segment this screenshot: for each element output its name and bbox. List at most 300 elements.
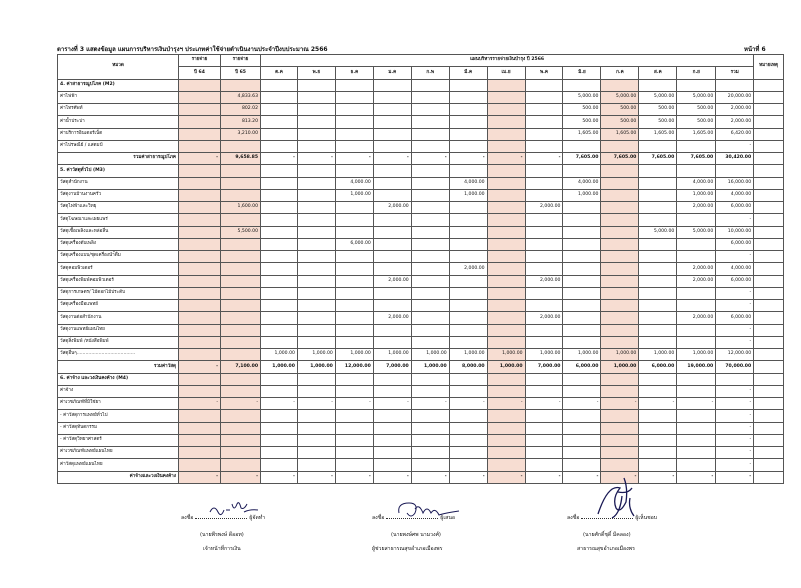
- cell-value: [487, 373, 525, 385]
- cell-value: [221, 447, 261, 459]
- cell-value: [601, 324, 639, 336]
- remark-cell: [754, 165, 784, 177]
- row-label: ค่าจ้างและวงเงินคงค้าง: [58, 471, 179, 483]
- cell-value: [373, 447, 411, 459]
- cell-value: [563, 422, 601, 434]
- cell-value: [449, 447, 487, 459]
- cell-value: [639, 336, 677, 348]
- cell-value: [563, 410, 601, 422]
- row-label: 6. ค่าจ้าง และวงเงินคงค้าง (M4): [58, 373, 179, 385]
- cell-value: [373, 434, 411, 446]
- cell-value: [335, 422, 373, 434]
- handwritten-signature-1: [200, 498, 270, 520]
- remark-cell: [754, 312, 784, 324]
- cell-value: -: [261, 471, 298, 483]
- cell-value: -: [716, 447, 754, 459]
- cell-value: [639, 373, 677, 385]
- cell-value: -: [179, 153, 221, 165]
- cell-value: [563, 447, 601, 459]
- cell-value: [335, 300, 373, 312]
- cell-value: -: [716, 287, 754, 299]
- table-row: [58, 349, 784, 361]
- cell-value: [639, 275, 677, 287]
- cell-value: [449, 336, 487, 348]
- cell-value: [639, 422, 677, 434]
- cell-value: [449, 251, 487, 263]
- table-row: [58, 398, 784, 410]
- cell-value: 5,000.00: [563, 91, 601, 103]
- cell-value: -: [261, 153, 298, 165]
- remark-cell: [754, 104, 784, 116]
- remark-cell: [754, 189, 784, 201]
- row-label: วัสดุอื่นๆ........................................: [58, 349, 179, 361]
- cell-value: [335, 373, 373, 385]
- cell-value: -: [525, 398, 563, 410]
- cell-value: [487, 459, 525, 471]
- cell-value: [411, 300, 449, 312]
- row-label: ค่าวัสดุแพทย์แผนไทย: [58, 459, 179, 471]
- month-header: พ.ย: [297, 67, 335, 79]
- cell-value: [221, 324, 261, 336]
- remark-cell: [754, 385, 784, 397]
- cell-value: [639, 385, 677, 397]
- cell-value: [297, 263, 335, 275]
- cell-value: [179, 79, 221, 91]
- cell-value: [563, 226, 601, 238]
- row-label: วัสดุเครื่องดับเพลิง: [58, 238, 179, 250]
- cell-value: 7,100.00: [221, 361, 261, 373]
- cell-value: [525, 165, 563, 177]
- cell-value: [487, 447, 525, 459]
- cell-value: [487, 202, 525, 214]
- cell-value: 500.00: [601, 104, 639, 116]
- cell-value: [221, 312, 261, 324]
- cell-value: [639, 410, 677, 422]
- cell-value: -: [716, 471, 754, 483]
- cell-value: -: [335, 398, 373, 410]
- cell-value: [639, 459, 677, 471]
- cell-value: [335, 165, 373, 177]
- cell-value: [563, 202, 601, 214]
- cell-value: [179, 385, 221, 397]
- cell-value: [373, 214, 411, 226]
- month-header: ธ.ค: [335, 67, 373, 79]
- cell-value: [487, 251, 525, 263]
- sign-role: ผู้เห็นชอบ: [635, 515, 658, 521]
- table-row: [58, 459, 784, 471]
- table-row: [58, 324, 784, 336]
- cell-value: 6,000.00: [335, 238, 373, 250]
- cell-value: 500.00: [563, 104, 601, 116]
- cell-value: [639, 238, 677, 250]
- cell-value: [525, 214, 563, 226]
- cell-value: 1,000.00: [335, 349, 373, 361]
- cell-value: 6,000.00: [716, 202, 754, 214]
- cell-value: [487, 422, 525, 434]
- cell-value: [373, 189, 411, 201]
- remark-cell: [754, 459, 784, 471]
- cell-value: [335, 128, 373, 140]
- cell-value: [525, 128, 563, 140]
- row-label: ค่าเวชภัณฑ์แพทย์แผนไทย: [58, 447, 179, 459]
- cell-value: [335, 459, 373, 471]
- sign-prefix: ลงชื่อ: [567, 515, 580, 521]
- cell-value: [411, 447, 449, 459]
- row-label: ค่าน้ำประปา: [58, 116, 179, 128]
- cell-value: [179, 300, 221, 312]
- remark-cell: [754, 202, 784, 214]
- cell-value: [411, 79, 449, 91]
- cell-value: 2,000.00: [525, 202, 563, 214]
- cell-value: [297, 447, 335, 459]
- cell-value: [297, 238, 335, 250]
- cell-value: [373, 263, 411, 275]
- cell-value: [563, 79, 601, 91]
- remark-cell: [754, 422, 784, 434]
- cell-value: 813.20: [221, 116, 261, 128]
- cell-value: [601, 385, 639, 397]
- cell-value: [261, 189, 298, 201]
- cell-value: [261, 104, 298, 116]
- cell-value: [601, 336, 639, 348]
- cell-value: [297, 459, 335, 471]
- cell-value: [261, 385, 298, 397]
- cell-value: 5,000.00: [639, 91, 677, 103]
- cell-value: [179, 214, 221, 226]
- cell-value: [677, 214, 716, 226]
- cell-value: [449, 140, 487, 152]
- cell-value: [297, 214, 335, 226]
- table-row: [58, 422, 784, 434]
- cell-value: [373, 177, 411, 189]
- cell-value: [297, 336, 335, 348]
- cell-value: [335, 336, 373, 348]
- row-label: - ค่าวัสดุการแพทย์ทั่วไป: [58, 410, 179, 422]
- cell-value: [221, 165, 261, 177]
- cell-value: [179, 165, 221, 177]
- cell-value: 500.00: [639, 104, 677, 116]
- row-label: - ค่าวัสดุทันตกรรม: [58, 422, 179, 434]
- cell-value: [525, 177, 563, 189]
- row-label: ค่าไปรษณีย์ / แสตมป์: [58, 140, 179, 152]
- cell-value: [449, 104, 487, 116]
- cell-value: [639, 202, 677, 214]
- expense-65-header-top: รายจ่าย: [221, 55, 261, 67]
- remark-cell: [754, 116, 784, 128]
- cell-value: [261, 165, 298, 177]
- cell-value: [639, 447, 677, 459]
- cell-value: 2,000.00: [373, 275, 411, 287]
- cell-value: 1,000.00: [261, 349, 298, 361]
- cell-value: [297, 275, 335, 287]
- cell-value: [487, 226, 525, 238]
- cell-value: [179, 226, 221, 238]
- cell-value: [411, 459, 449, 471]
- table-row: [58, 177, 784, 189]
- cell-value: [179, 336, 221, 348]
- cell-value: [411, 214, 449, 226]
- cell-value: [297, 287, 335, 299]
- cell-value: -: [639, 471, 677, 483]
- cell-value: [716, 165, 754, 177]
- remark-cell: [754, 300, 784, 312]
- cell-value: [525, 300, 563, 312]
- cell-value: -: [221, 471, 261, 483]
- cell-value: [179, 275, 221, 287]
- cell-value: 4,000.00: [677, 177, 716, 189]
- cell-value: -: [487, 398, 525, 410]
- cell-value: [335, 116, 373, 128]
- cell-value: [677, 140, 716, 152]
- cell-value: 6,420.00: [716, 128, 754, 140]
- cell-value: [261, 202, 298, 214]
- cell-value: [373, 422, 411, 434]
- cell-value: 16,000.00: [716, 177, 754, 189]
- cell-value: [261, 447, 298, 459]
- cell-value: [261, 79, 298, 91]
- remark-cell: [754, 226, 784, 238]
- cell-value: [563, 312, 601, 324]
- cell-value: 7,605.00: [563, 153, 601, 165]
- cell-value: [525, 385, 563, 397]
- cell-value: [411, 275, 449, 287]
- cell-value: [525, 189, 563, 201]
- page-number: หน้าที่ 6: [744, 46, 766, 53]
- cell-value: [297, 324, 335, 336]
- cell-value: 2,000.00: [525, 312, 563, 324]
- cell-value: 1,000.00: [411, 349, 449, 361]
- cell-value: [449, 226, 487, 238]
- cell-value: [601, 373, 639, 385]
- cell-value: -: [716, 214, 754, 226]
- cell-value: [221, 385, 261, 397]
- cell-value: 12,000.00: [716, 349, 754, 361]
- cell-value: [297, 300, 335, 312]
- row-label: รวมค่าสาธารณูปโภค: [58, 153, 179, 165]
- cell-value: [487, 214, 525, 226]
- cell-value: -: [335, 471, 373, 483]
- cell-value: [297, 385, 335, 397]
- cell-value: [449, 238, 487, 250]
- cell-value: 9,658.85: [221, 153, 261, 165]
- cell-value: [373, 324, 411, 336]
- cell-value: [179, 434, 221, 446]
- preparer-position: เจ้าหน้าที่การเงิน: [203, 546, 241, 552]
- cell-value: -: [716, 410, 754, 422]
- cell-value: 2,000.00: [373, 202, 411, 214]
- cell-value: [261, 300, 298, 312]
- cell-value: 1,000.00: [487, 361, 525, 373]
- table-row: [58, 140, 784, 152]
- cell-value: [487, 177, 525, 189]
- cell-value: [525, 434, 563, 446]
- cell-value: [221, 434, 261, 446]
- cell-value: [261, 373, 298, 385]
- table-row: [58, 447, 784, 459]
- table-row: [58, 128, 784, 140]
- cell-value: [525, 459, 563, 471]
- cell-value: 5,000.00: [601, 91, 639, 103]
- cell-value: 1,000.00: [297, 361, 335, 373]
- cell-value: 802.02: [221, 104, 261, 116]
- cell-value: [335, 140, 373, 152]
- cell-value: [487, 165, 525, 177]
- cell-value: [335, 447, 373, 459]
- row-label: 5. ค่าวัสดุทั่วไป (M3): [58, 165, 179, 177]
- cell-value: [335, 287, 373, 299]
- remark-cell: [754, 324, 784, 336]
- budget-plan-table: [57, 54, 784, 484]
- cell-value: 1,000.00: [639, 349, 677, 361]
- cell-value: 1,000.00: [411, 361, 449, 373]
- cell-value: -: [716, 300, 754, 312]
- cell-value: [261, 140, 298, 152]
- cell-value: [297, 79, 335, 91]
- cell-value: [335, 79, 373, 91]
- month-header: ก.พ: [411, 67, 449, 79]
- cell-value: 6,000.00: [639, 361, 677, 373]
- cell-value: [261, 214, 298, 226]
- cell-value: 4,000.00: [716, 263, 754, 275]
- cell-value: [335, 251, 373, 263]
- row-label: วัสดุงานบ้านงานครัว: [58, 189, 179, 201]
- cell-value: [335, 263, 373, 275]
- cell-value: [221, 263, 261, 275]
- cell-value: [411, 91, 449, 103]
- cell-value: -: [221, 398, 261, 410]
- cell-value: [449, 91, 487, 103]
- cell-value: 30,420.00: [716, 153, 754, 165]
- cell-value: 1,000.00: [335, 189, 373, 201]
- cell-value: -: [261, 398, 298, 410]
- cell-value: [449, 312, 487, 324]
- document-title: ตารางที่ 3 แสดงข้อมูล แผนการบริหารเงินบำรุงฯ ประเภทค่าใช้จ่ายดำเนินงานประจำปีงบประมาณ 2566: [57, 46, 328, 53]
- cell-value: [487, 300, 525, 312]
- cell-value: 500.00: [601, 116, 639, 128]
- cell-value: 1,000.00: [297, 349, 335, 361]
- row-label: วัสดุไฟฟ้าและวิทยุ: [58, 202, 179, 214]
- cell-value: [297, 373, 335, 385]
- cell-value: [525, 373, 563, 385]
- cell-value: [601, 165, 639, 177]
- cell-value: -: [179, 471, 221, 483]
- cell-value: [221, 373, 261, 385]
- remark-cell: [754, 79, 784, 91]
- cell-value: [411, 422, 449, 434]
- cell-value: [297, 128, 335, 140]
- cell-value: [179, 312, 221, 324]
- remark-cell: [754, 238, 784, 250]
- cell-value: [179, 349, 221, 361]
- cell-value: 7,000.00: [373, 361, 411, 373]
- cell-value: [179, 189, 221, 201]
- cell-value: 2,000.00: [677, 202, 716, 214]
- cell-value: [639, 214, 677, 226]
- row-label: ค่าบริการอินเตอร์เน็ต: [58, 128, 179, 140]
- cell-value: -: [373, 398, 411, 410]
- row-label: วัสดุเครื่องพิมพ์คอมพิวเตอร์: [58, 275, 179, 287]
- expense-65-header: ปี 65: [221, 67, 261, 79]
- cell-value: 1,000.00: [261, 361, 298, 373]
- cell-value: [261, 91, 298, 103]
- cell-value: [221, 410, 261, 422]
- cell-value: 8,000.00: [449, 361, 487, 373]
- cell-value: [335, 312, 373, 324]
- cell-value: [411, 140, 449, 152]
- cell-value: [261, 251, 298, 263]
- cell-value: [373, 287, 411, 299]
- cell-value: [563, 251, 601, 263]
- cell-value: [221, 336, 261, 348]
- sign-prefix: ลงชื่อ: [181, 515, 194, 521]
- remark-cell: [754, 140, 784, 152]
- cell-value: [221, 214, 261, 226]
- row-label: วัสดุคอมพิวเตอร์: [58, 263, 179, 275]
- cell-value: [563, 336, 601, 348]
- cell-value: -: [411, 398, 449, 410]
- cell-value: [297, 434, 335, 446]
- cell-value: [373, 385, 411, 397]
- cell-value: [639, 140, 677, 152]
- cell-value: [261, 177, 298, 189]
- cell-value: [563, 324, 601, 336]
- cell-value: [373, 91, 411, 103]
- cell-value: [449, 287, 487, 299]
- proposer-name: (นายพงษ์ศพ นามวงศ์): [391, 532, 441, 538]
- cell-value: -: [601, 471, 639, 483]
- cell-value: 500.00: [639, 116, 677, 128]
- cell-value: [179, 324, 221, 336]
- remark-cell: [754, 275, 784, 287]
- remark-cell: [754, 447, 784, 459]
- sign-role: ผู้จัดทำ: [249, 515, 266, 521]
- cell-value: [373, 459, 411, 471]
- cell-value: [297, 202, 335, 214]
- cell-value: 2,000.00: [449, 263, 487, 275]
- cell-value: [335, 214, 373, 226]
- cell-value: [525, 251, 563, 263]
- cell-value: 4,000.00: [716, 189, 754, 201]
- cell-value: [335, 410, 373, 422]
- month-header: พ.ค: [525, 67, 563, 79]
- cell-value: 1,000.00: [373, 349, 411, 361]
- cell-value: [487, 189, 525, 201]
- cell-value: [601, 300, 639, 312]
- cell-value: -: [716, 459, 754, 471]
- cell-value: [261, 226, 298, 238]
- cell-value: -: [716, 434, 754, 446]
- month-header: ก.ค: [601, 67, 639, 79]
- cell-value: [525, 422, 563, 434]
- cell-value: -: [563, 471, 601, 483]
- cell-value: [449, 275, 487, 287]
- cell-value: [716, 79, 754, 91]
- cell-value: [261, 312, 298, 324]
- table-row: [58, 312, 784, 324]
- cell-value: [487, 275, 525, 287]
- cell-value: [601, 251, 639, 263]
- cell-value: -: [411, 153, 449, 165]
- subtotal-row: [58, 153, 784, 165]
- cell-value: 5,000.00: [677, 91, 716, 103]
- cell-value: [525, 324, 563, 336]
- cell-value: [449, 459, 487, 471]
- cell-value: [261, 336, 298, 348]
- cell-value: [525, 79, 563, 91]
- cell-value: [297, 251, 335, 263]
- cell-value: 1,605.00: [639, 128, 677, 140]
- cell-value: -: [487, 153, 525, 165]
